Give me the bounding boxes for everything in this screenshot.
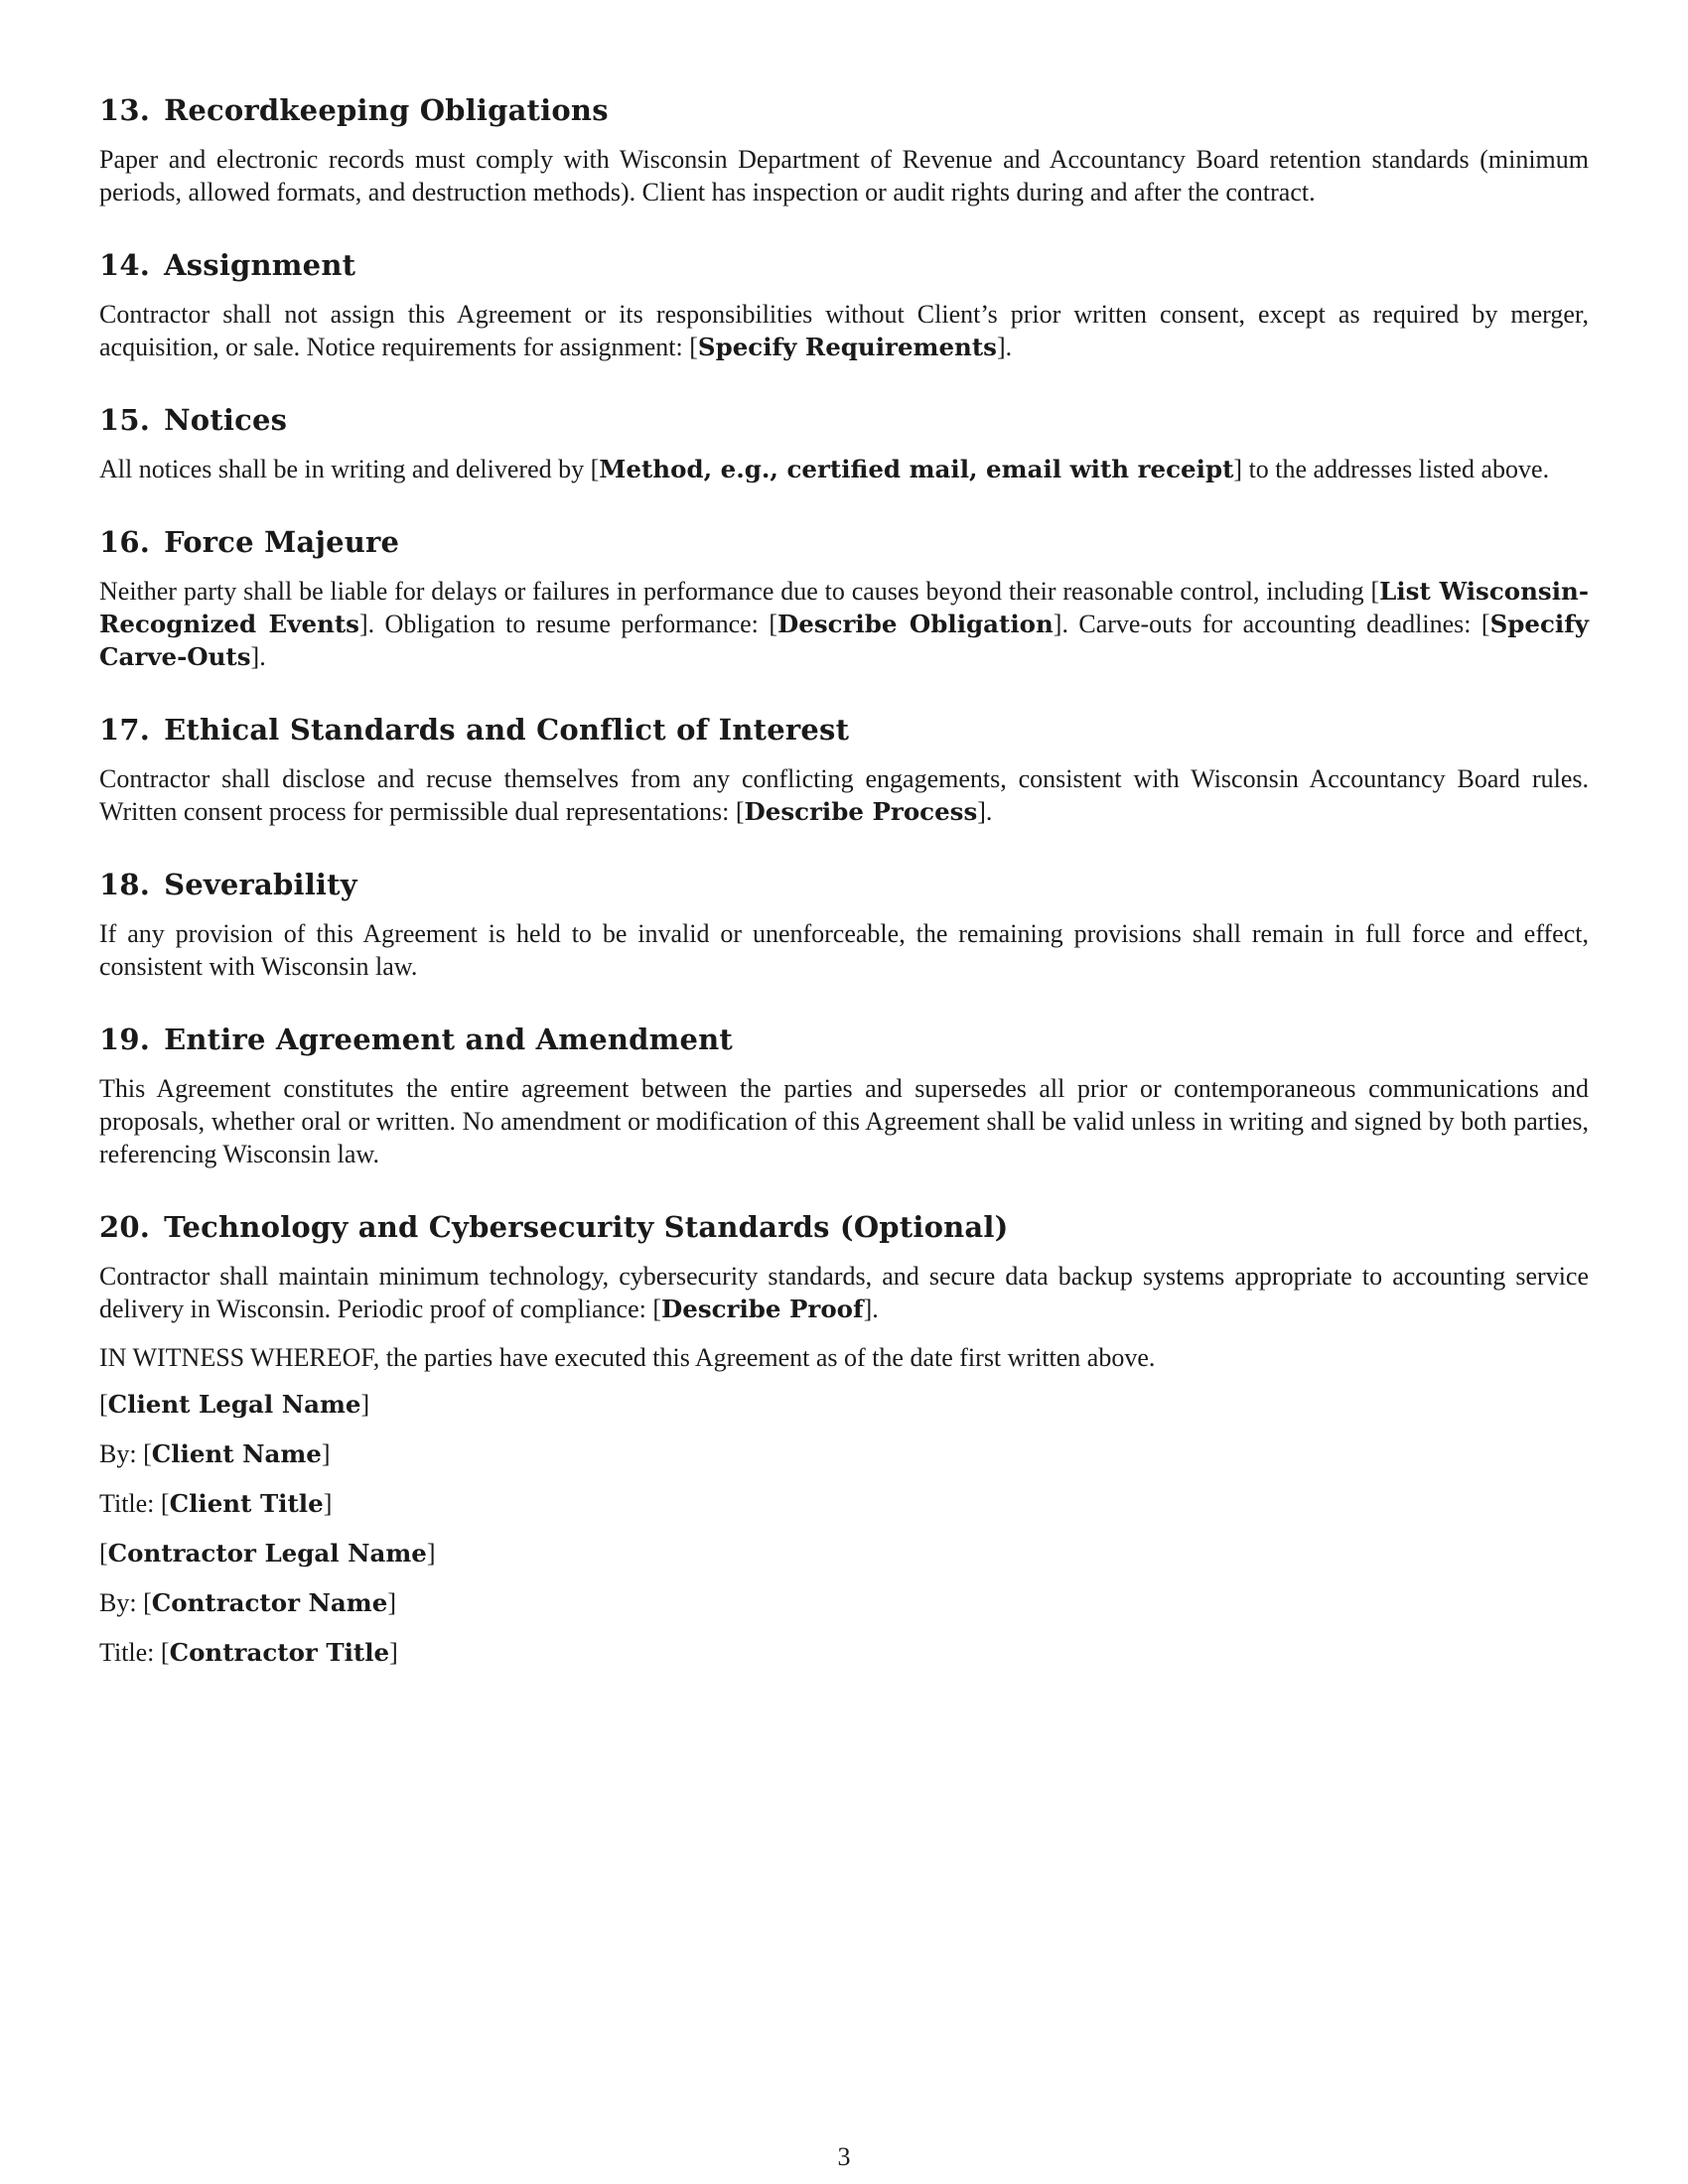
- section-heading: [99, 1208, 1589, 1246]
- body-text: Paper and electronic records must comply with Wisconsin Department of Revenue and Accountancy Board retention standards (minimum periods, allowed formats, and destruction methods). Client has inspection or audit rights during and after the contract.: [99, 145, 1589, 206]
- signature-field: Client Title: [169, 1489, 324, 1518]
- signature-field: Client Name: [151, 1439, 322, 1468]
- signature-line: By: [Client Name]: [99, 1439, 331, 1468]
- placeholder-field: List Wisconsin-Recognized Events: [99, 577, 1590, 638]
- section-title: Severability: [164, 868, 357, 901]
- signature-line: Title: [Client Title]: [99, 1489, 333, 1518]
- section-heading: [99, 866, 1589, 903]
- section-heading: [99, 91, 1589, 129]
- placeholder-field: Specify Carve-Outs: [99, 610, 1589, 671]
- section-heading: [99, 1021, 1589, 1058]
- signature-line: Title: [Contractor Title]: [99, 1638, 398, 1667]
- section-title: Recordkeeping Obligations: [164, 93, 609, 127]
- section-number: 19.: [99, 1023, 151, 1056]
- section-body: [99, 143, 1589, 208]
- body-text: ].: [996, 333, 1013, 361]
- section-16: [99, 523, 1589, 673]
- witness-statement: IN WITNESS WHEREOF, the parties have executed this Agreement as of the date first written above.: [99, 1343, 1156, 1372]
- body-text: ] to the addresses listed above.: [1233, 455, 1550, 483]
- section-title: Notices: [164, 403, 288, 437]
- section-heading: [99, 401, 1589, 439]
- body-text: ]. Obligation to resume performance: [: [358, 610, 777, 638]
- section-title: Assignment: [164, 248, 356, 282]
- section-heading: [99, 246, 1589, 284]
- placeholder-field: Describe Obligation: [776, 610, 1054, 638]
- section-number: 13.: [99, 93, 151, 127]
- section-number: 14.: [99, 248, 151, 282]
- body-text: Contractor shall maintain minimum technology, cybersecurity standards, and secure data backup systems appropriate to accounting service delivery in Wisconsin. Periodic proof of compliance: [: [99, 1262, 1589, 1323]
- section-number: 17.: [99, 713, 151, 747]
- section-title: Technology and Cybersecurity Standards (Optional): [164, 1210, 1009, 1244]
- placeholder-field: Method, e.g., certified mail, email with receipt: [599, 455, 1234, 483]
- section-19: [99, 1021, 1589, 1170]
- page-number: 3: [837, 2142, 851, 2171]
- signature-label: By:: [99, 1439, 144, 1468]
- sections-container: [99, 91, 1589, 1325]
- body-text: All notices shall be in writing and delivered by [: [99, 455, 600, 483]
- signature-line: [Contractor Legal Name]: [99, 1539, 436, 1568]
- signature-line: By: [Contractor Name]: [99, 1588, 396, 1617]
- section-20: [99, 1208, 1589, 1325]
- section-17: [99, 711, 1589, 828]
- section-title: Force Majeure: [164, 525, 400, 559]
- signature-label: Title:: [99, 1638, 161, 1667]
- signature-field: Contractor Legal Name: [107, 1539, 427, 1568]
- body-text: Neither party shall be liable for delays or failures in performance due to causes beyond their reasonable control, including [: [99, 577, 1380, 606]
- signature-label: By:: [99, 1588, 144, 1617]
- document-page: [99, 91, 1589, 1686]
- section-body: [99, 575, 1589, 673]
- section-body: [99, 1260, 1589, 1325]
- body-text: ].: [863, 1295, 879, 1323]
- section-body: [99, 917, 1589, 983]
- placeholder-field: Specify Requirements: [697, 333, 997, 361]
- signature-line: [Client Legal Name]: [99, 1390, 370, 1419]
- section-18: [99, 866, 1589, 983]
- section-body: [99, 762, 1589, 828]
- section-13: [99, 91, 1589, 208]
- section-title: Entire Agreement and Amendment: [164, 1023, 734, 1056]
- section-number: 18.: [99, 868, 151, 901]
- section-body: [99, 1072, 1589, 1170]
- body-text: ]. Carve-outs for accounting deadlines: [: [1053, 610, 1490, 638]
- placeholder-field: Describe Process: [744, 797, 978, 826]
- signature-block: [99, 1388, 1589, 1669]
- section-15: [99, 401, 1589, 485]
- signature-field: Contractor Title: [169, 1638, 390, 1667]
- section-number: 15.: [99, 403, 151, 437]
- body-text: ].: [250, 642, 266, 671]
- section-body: [99, 453, 1589, 485]
- placeholder-field: Describe Proof: [661, 1295, 864, 1323]
- signature-label: Title:: [99, 1489, 161, 1518]
- signature-field: Client Legal Name: [107, 1390, 361, 1419]
- body-text: Contractor shall disclose and recuse themselves from any conflicting engagements, consistent with Wisconsin Accountancy Board rules. Written consent process for permissible dual representations: [: [99, 764, 1589, 826]
- body-text: This Agreement constitutes the entire agreement between the parties and supersedes all prior or contemporaneous communications and proposals, whether oral or written. No amendment or modification of this Agreement shall be valid unless in writing and signed by both parties, referencing Wisconsin law.: [99, 1074, 1589, 1168]
- section-number: 16.: [99, 525, 151, 559]
- section-number: 20.: [99, 1210, 151, 1244]
- section-heading: [99, 711, 1589, 749]
- section-title: Ethical Standards and Conflict of Interest: [164, 713, 850, 747]
- section-body: [99, 298, 1589, 363]
- section-14: [99, 246, 1589, 363]
- body-text: If any provision of this Agreement is held to be invalid or unenforceable, the remaining provisions shall remain in full force and effect, consistent with Wisconsin law.: [99, 919, 1589, 981]
- section-heading: [99, 523, 1589, 561]
- signature-field: Contractor Name: [151, 1588, 388, 1617]
- body-text: Contractor shall not assign this Agreement or its responsibilities without Client’s prior written consent, except as required by merger, acquisition, or sale. Notice requirements for assignment: [: [99, 300, 1589, 361]
- body-text: ].: [977, 797, 993, 826]
